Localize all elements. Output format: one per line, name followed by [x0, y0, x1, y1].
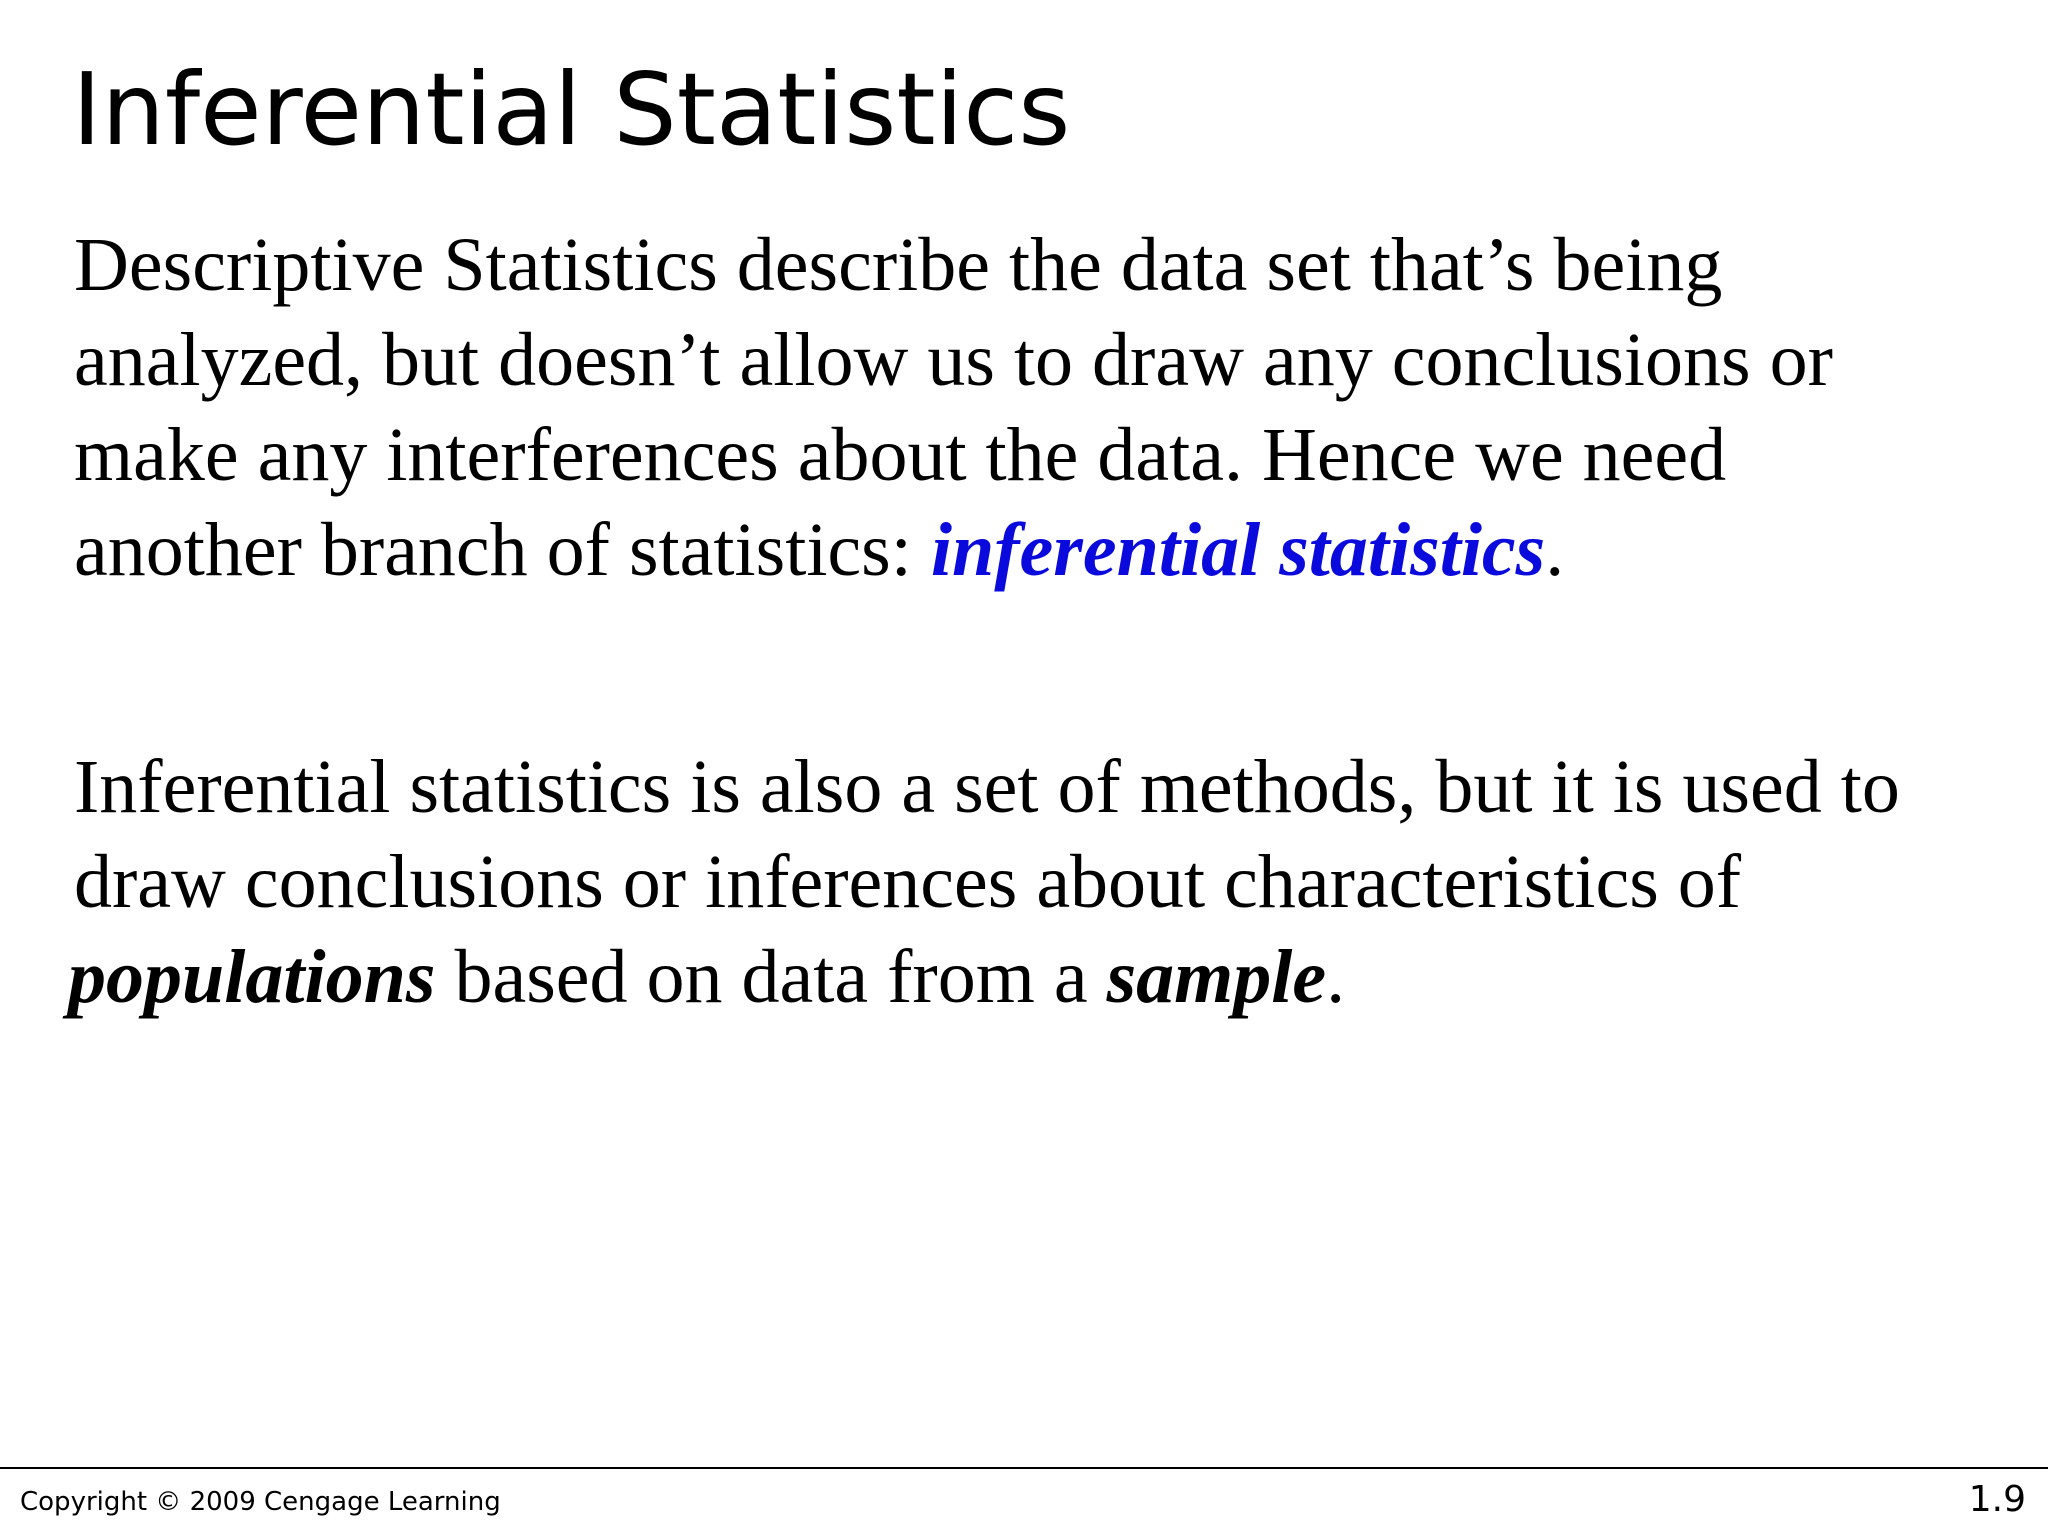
term-populations: populations [68, 935, 436, 1019]
paragraph2-line1: Inferential statistics is also a set of methods, but it is used to [74, 745, 1900, 829]
slide-page-number: 1.9 [1968, 1479, 2026, 1520]
term-inferential-statistics: inferential statistics [930, 508, 1546, 592]
paragraph2-line3 [68, 930, 2028, 1025]
paragraph-inferential-statistics [68, 740, 2028, 1025]
slide-title: Inferential Statistics [72, 51, 1071, 168]
footer-divider [0, 1467, 2048, 1469]
term-sample: sample [1106, 935, 1327, 1019]
paragraph1-line1: Descriptive Statistics describe the data set that’s being [74, 223, 1723, 307]
paragraph1-line2: analyzed, but doesn’t allow us to draw any conclusions or [74, 318, 1833, 402]
paragraph1-line4-prefix: another branch of statistics: [74, 508, 931, 592]
paragraph2-line2: draw conclusions or inferences about characteristics of [74, 840, 1742, 924]
paragraph-descriptive-statistics [74, 218, 2034, 598]
paragraph2-line3-suffix: . [1326, 935, 1346, 1019]
paragraph1-line3: make any interferences about the data. Hence we need [74, 413, 1727, 497]
paragraph1-line4 [74, 503, 2034, 598]
paragraph1-line4-suffix: . [1545, 508, 1565, 592]
footer-copyright: Copyright © 2009 Cengage Learning [20, 1487, 501, 1517]
paragraph2-line3-middle: based on data from a [435, 935, 1107, 1019]
